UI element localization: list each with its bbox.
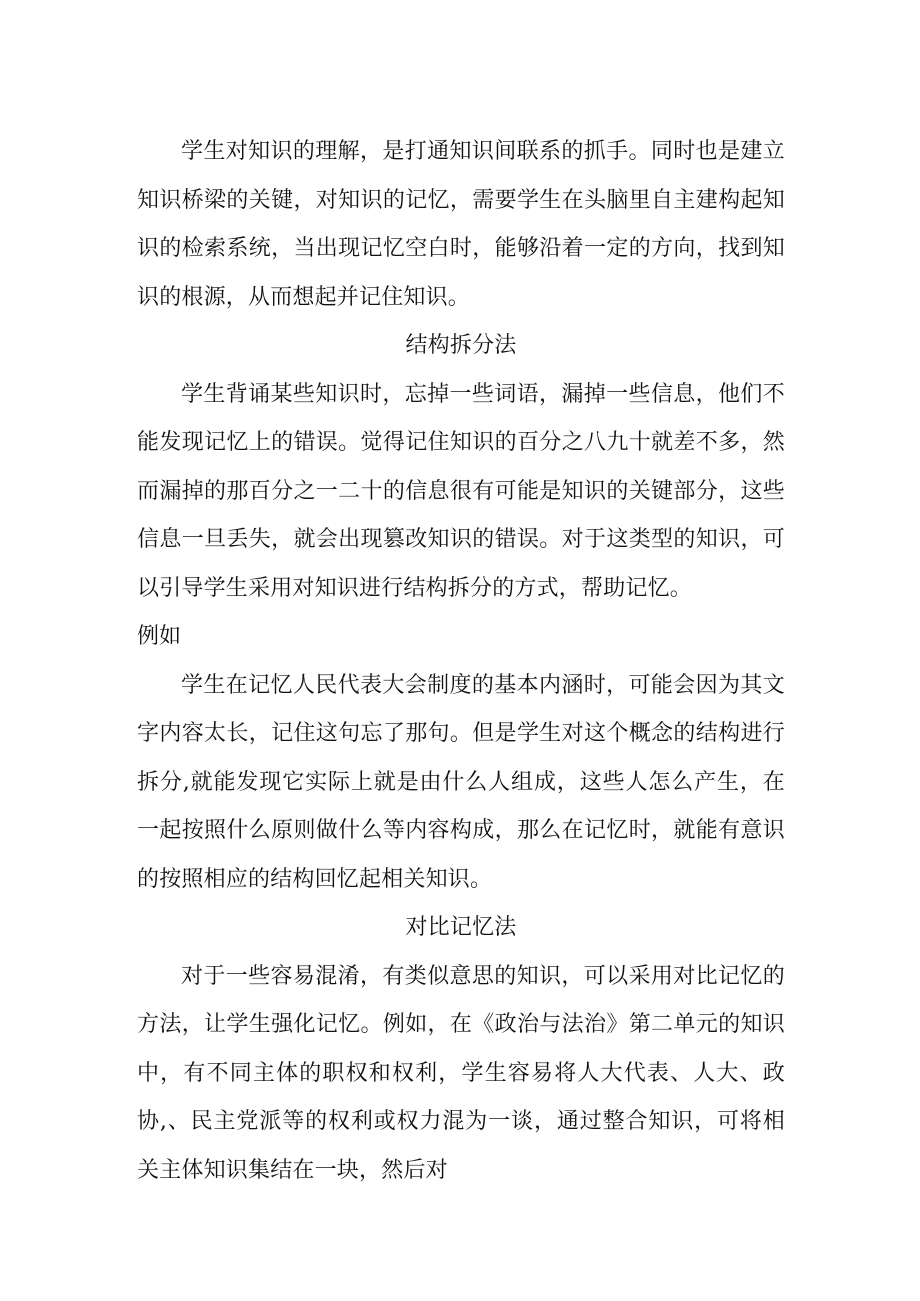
paragraph-example-npc-system: 学生在记忆人民代表大会制度的基本内涵时，可能会因为其文字内容太长，记住这句忘了那句。但是学生对这个概念的结构进行拆分,就能发现它实际上就是由什么人组成，这些人怎么产生，在一起按照什么原则做什么等内容构成，那么在记忆时，就能有意识的按照相应的结构回忆起相关知识。 xyxy=(137,672,785,892)
document-page xyxy=(137,128,785,1195)
paragraph-understanding: 学生对知识的理解，是打通知识间联系的抓手。同时也是建立知识桥梁的关键，对知识的记忆，需要学生在头脑里自主建构起知识的检索系统，当出现记忆空白时，能够沿着一定的方向，找到知识的根源，从而想起并记住知识。 xyxy=(137,139,785,310)
paragraph-contrast-memory: 对于一些容易混淆，有类似意思的知识，可以采用对比记忆的方法，让学生强化记忆。例如，在《政治与法治》第二单元的知识中，有不同主体的职权和权利，学生容易将人大代表、人大、政协,、民主党派等的权利或权力混为一谈，通过整合知识，可将相关主体知识集结在一块，然后对 xyxy=(137,963,785,1183)
paragraph-recitation-errors: 学生背诵某些知识时，忘掉一些词语，漏掉一些信息，他们不能发现记忆上的错误。觉得记住知识的百分之八九十就差不多，然而漏掉的那百分之一二十的信息很有可能是知识的关键部分，这些信息一旦丢失，就会出现篡改知识的错误。对于这类型的知识，可以引导学生采用对知识进行结构拆分的方式，帮助记忆。 xyxy=(137,381,785,601)
section-heading-contrast-memory: 对比记忆法 xyxy=(405,915,517,940)
example-label: 例如 xyxy=(137,624,182,649)
section-heading-structure-split: 结构拆分法 xyxy=(405,333,517,358)
